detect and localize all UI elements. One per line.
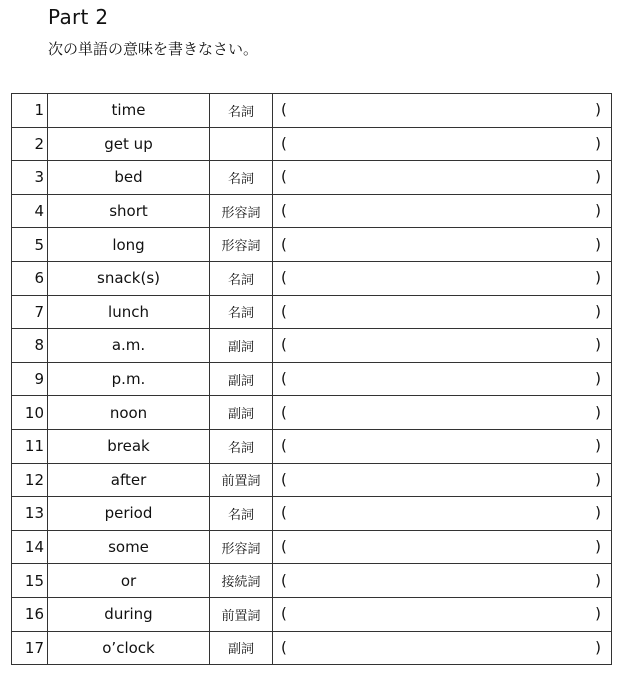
close-paren: ) [595, 134, 601, 153]
close-paren: ) [595, 168, 601, 187]
part-of-speech: 名詞 [210, 497, 273, 531]
english-word: p.m. [48, 362, 210, 396]
open-paren: ( [281, 369, 287, 388]
close-paren: ) [595, 638, 601, 657]
answer-field[interactable] [273, 127, 612, 161]
table-row [12, 396, 612, 430]
answer-field[interactable] [273, 94, 612, 128]
row-number: 14 [12, 530, 48, 564]
close-paren: ) [595, 604, 601, 623]
answer-field[interactable] [273, 597, 612, 631]
answer-field[interactable] [273, 631, 612, 665]
close-paren: ) [595, 369, 601, 388]
table-row [12, 362, 612, 396]
part-of-speech: 前置詞 [210, 597, 273, 631]
open-paren: ( [281, 571, 287, 590]
english-word: period [48, 497, 210, 531]
english-word: short [48, 194, 210, 228]
english-word: or [48, 564, 210, 598]
page-title: Part 2 [48, 5, 109, 29]
row-number: 10 [12, 396, 48, 430]
part-of-speech: 副詞 [210, 329, 273, 363]
row-number: 1 [12, 94, 48, 128]
open-paren: ( [281, 504, 287, 523]
close-paren: ) [595, 470, 601, 489]
part-of-speech: 形容詞 [210, 194, 273, 228]
answer-field[interactable] [273, 564, 612, 598]
table-row [12, 564, 612, 598]
english-word: long [48, 228, 210, 262]
close-paren: ) [595, 268, 601, 287]
part-of-speech: 形容詞 [210, 228, 273, 262]
row-number: 13 [12, 497, 48, 531]
answer-field[interactable] [273, 194, 612, 228]
part-of-speech: 副詞 [210, 362, 273, 396]
part-of-speech: 副詞 [210, 631, 273, 665]
close-paren: ) [595, 571, 601, 590]
instruction-text: 次の単語の意味を書きなさい。 [48, 40, 259, 58]
english-word: lunch [48, 295, 210, 329]
row-number: 5 [12, 228, 48, 262]
part-of-speech [210, 127, 273, 161]
part-of-speech: 名詞 [210, 94, 273, 128]
english-word: snack(s) [48, 261, 210, 295]
open-paren: ( [281, 403, 287, 422]
vocabulary-table [11, 93, 612, 665]
row-number: 6 [12, 261, 48, 295]
open-paren: ( [281, 302, 287, 321]
row-number: 12 [12, 463, 48, 497]
row-number: 8 [12, 329, 48, 363]
answer-field[interactable] [273, 362, 612, 396]
table-row [12, 597, 612, 631]
part-of-speech: 名詞 [210, 161, 273, 195]
part-of-speech: 名詞 [210, 429, 273, 463]
open-paren: ( [281, 336, 287, 355]
row-number: 11 [12, 429, 48, 463]
open-paren: ( [281, 235, 287, 254]
answer-field[interactable] [273, 530, 612, 564]
row-number: 9 [12, 362, 48, 396]
table-row [12, 530, 612, 564]
close-paren: ) [595, 235, 601, 254]
table-row [12, 228, 612, 262]
close-paren: ) [595, 336, 601, 355]
open-paren: ( [281, 638, 287, 657]
answer-field[interactable] [273, 429, 612, 463]
open-paren: ( [281, 168, 287, 187]
part-of-speech: 接続詞 [210, 564, 273, 598]
table-row [12, 194, 612, 228]
answer-field[interactable] [273, 295, 612, 329]
row-number: 2 [12, 127, 48, 161]
table-row [12, 497, 612, 531]
answer-field[interactable] [273, 396, 612, 430]
close-paren: ) [595, 302, 601, 321]
open-paren: ( [281, 268, 287, 287]
row-number: 7 [12, 295, 48, 329]
english-word: after [48, 463, 210, 497]
table-row [12, 127, 612, 161]
open-paren: ( [281, 100, 287, 119]
english-word: get up [48, 127, 210, 161]
table-row [12, 94, 612, 128]
table-row [12, 429, 612, 463]
close-paren: ) [595, 537, 601, 556]
english-word: noon [48, 396, 210, 430]
part-of-speech: 形容詞 [210, 530, 273, 564]
english-word: some [48, 530, 210, 564]
table-row [12, 295, 612, 329]
row-number: 16 [12, 597, 48, 631]
open-paren: ( [281, 436, 287, 455]
close-paren: ) [595, 403, 601, 422]
english-word: during [48, 597, 210, 631]
part-of-speech: 前置詞 [210, 463, 273, 497]
english-word: o’clock [48, 631, 210, 665]
part-of-speech: 名詞 [210, 261, 273, 295]
open-paren: ( [281, 470, 287, 489]
row-number: 4 [12, 194, 48, 228]
table-row [12, 161, 612, 195]
row-number: 15 [12, 564, 48, 598]
english-word: time [48, 94, 210, 128]
answer-field[interactable] [273, 329, 612, 363]
table-row [12, 631, 612, 665]
close-paren: ) [595, 100, 601, 119]
answer-field[interactable] [273, 463, 612, 497]
part-of-speech: 名詞 [210, 295, 273, 329]
open-paren: ( [281, 604, 287, 623]
table-row [12, 463, 612, 497]
answer-field[interactable] [273, 497, 612, 531]
english-word: break [48, 429, 210, 463]
open-paren: ( [281, 201, 287, 220]
close-paren: ) [595, 436, 601, 455]
english-word: a.m. [48, 329, 210, 363]
answer-field[interactable] [273, 261, 612, 295]
row-number: 17 [12, 631, 48, 665]
answer-field[interactable] [273, 161, 612, 195]
open-paren: ( [281, 134, 287, 153]
table-row [12, 261, 612, 295]
table-row [12, 329, 612, 363]
row-number: 3 [12, 161, 48, 195]
answer-field[interactable] [273, 228, 612, 262]
close-paren: ) [595, 504, 601, 523]
open-paren: ( [281, 537, 287, 556]
english-word: bed [48, 161, 210, 195]
part-of-speech: 副詞 [210, 396, 273, 430]
close-paren: ) [595, 201, 601, 220]
